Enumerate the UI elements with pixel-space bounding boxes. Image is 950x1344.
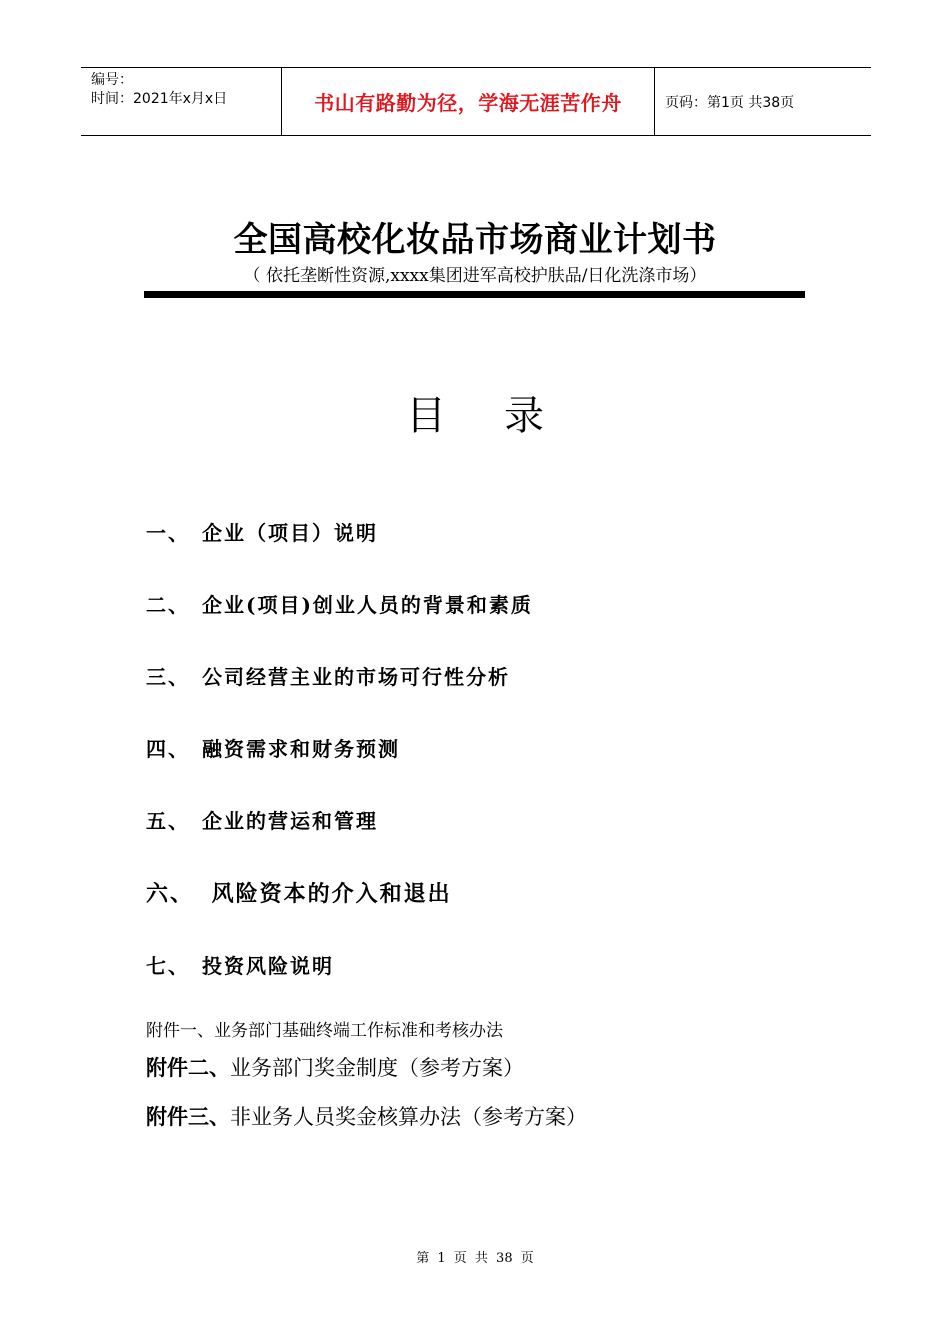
document-header xyxy=(81,67,871,136)
toc-item-5[interactable] xyxy=(146,805,378,834)
motto-text: 书山有路勤为径，学海无涯苦作舟 xyxy=(314,91,622,115)
toc-item-3[interactable] xyxy=(146,661,510,690)
toc-item-text: 投资风险说明 xyxy=(202,954,334,978)
page-footer: 第 1 页 共 38 页 xyxy=(416,1251,534,1266)
document-title: 全国高校化妆品市场商业计划书 xyxy=(233,220,717,260)
annex-label: 附件二、 xyxy=(146,1056,230,1080)
toc-item-number: 五、 xyxy=(146,809,190,833)
number-label: 编号： xyxy=(91,72,133,88)
annex-text: 非业务人员奖金核算办法（参考方案） xyxy=(230,1105,587,1129)
toc-item-text: 融资需求和财务预测 xyxy=(202,737,400,761)
toc-item-1[interactable] xyxy=(146,517,378,546)
toc-item-text: 公司经营主业的市场可行性分析 xyxy=(202,665,510,689)
annex-1[interactable] xyxy=(146,1016,503,1041)
header-page-cell xyxy=(655,68,871,135)
page-info: 页码：第1页 共38页 xyxy=(665,94,795,111)
document-subtitle: （ 依托垄断性资源,xxxx集团进军高校护肤品/日化洗涤市场） xyxy=(243,266,707,286)
toc-item-7[interactable] xyxy=(146,950,334,979)
header-meta-cell xyxy=(81,68,282,135)
annex-text: 业务部门基础终端工作标准和考核办法 xyxy=(214,1021,503,1041)
toc-item-6[interactable] xyxy=(146,877,452,908)
toc-item-text: 企业的营运和管理 xyxy=(202,809,378,833)
annex-label: 附件一、 xyxy=(146,1021,214,1041)
toc-item-number: 一、 xyxy=(146,521,190,545)
toc-item-number: 四、 xyxy=(146,737,190,761)
toc-item-text: 风险资本的介入和退出 xyxy=(202,881,452,907)
annex-text: 业务部门奖金制度（参考方案） xyxy=(230,1056,524,1080)
annex-3[interactable] xyxy=(146,1101,587,1131)
toc-heading-char-2: 录 xyxy=(504,393,544,439)
toc-item-number: 三、 xyxy=(146,665,190,689)
toc-heading xyxy=(0,384,950,441)
toc-item-number: 六、 xyxy=(146,881,195,907)
annex-label: 附件三、 xyxy=(146,1105,230,1129)
annex-2[interactable] xyxy=(146,1052,524,1082)
toc-item-number: 七、 xyxy=(146,954,190,978)
toc-item-text: 企业(项目)创业人员的背景和素质 xyxy=(202,593,533,617)
header-motto-cell xyxy=(282,68,655,135)
toc-item-2[interactable] xyxy=(146,589,533,618)
toc-item-4[interactable] xyxy=(146,733,400,762)
toc-item-number: 二、 xyxy=(146,593,190,617)
toc-heading-char-1: 目 xyxy=(406,393,446,439)
toc-item-text: 企业（项目）说明 xyxy=(202,521,378,545)
time-label: 时间：2021年x月x日 xyxy=(91,91,228,107)
title-divider xyxy=(144,291,805,298)
